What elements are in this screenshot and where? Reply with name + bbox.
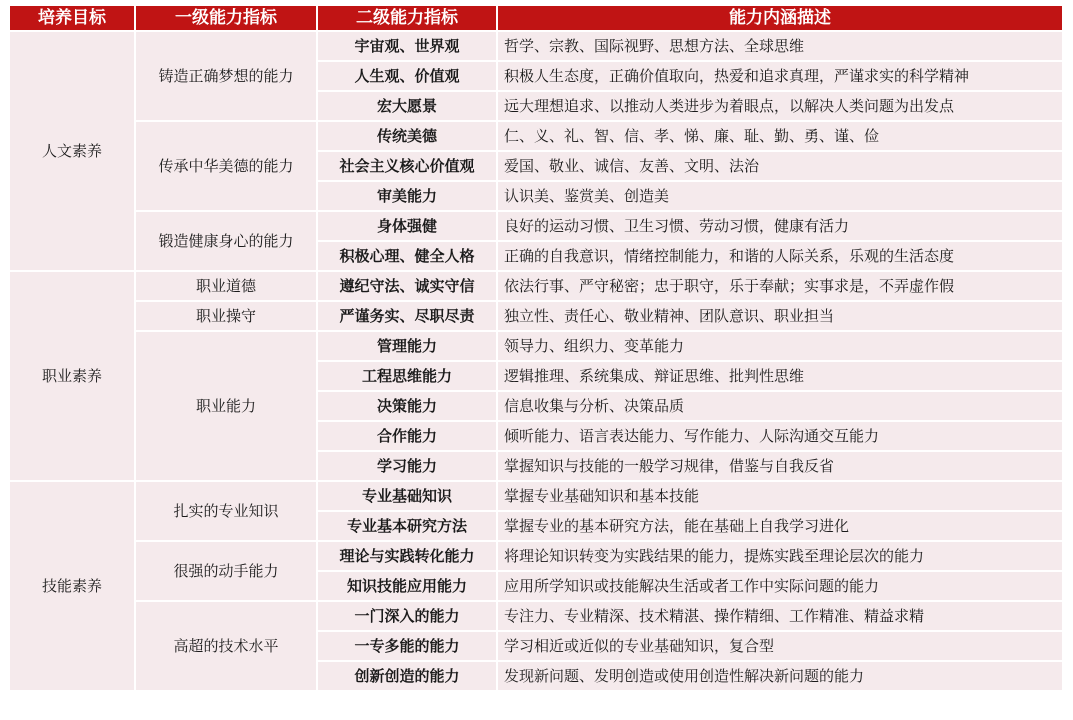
training-goal-cell: 人文素养 <box>10 32 134 270</box>
ability-description-cell: 正确的自我意识，情绪控制能力，和谐的人际关系，乐观的生活态度 <box>498 242 1062 270</box>
ability-description-cell: 独立性、责任心、敬业精神、团队意识、职业担当 <box>498 302 1062 330</box>
level2-indicator-cell: 审美能力 <box>318 182 496 210</box>
level2-indicator-cell: 知识技能应用能力 <box>318 572 496 600</box>
table-row <box>10 332 1062 360</box>
level1-indicator-cell: 铸造正确梦想的能力 <box>136 32 316 120</box>
level2-indicator-cell: 宏大愿景 <box>318 92 496 120</box>
table-header-row <box>10 6 1062 30</box>
level2-indicator-cell: 一专多能的能力 <box>318 632 496 660</box>
ability-description-cell: 掌握专业的基本研究方法，能在基础上自我学习进化 <box>498 512 1062 540</box>
ability-description-cell: 掌握专业基础知识和基本技能 <box>498 482 1062 510</box>
ability-description-cell: 爱国、敬业、诚信、友善、文明、法治 <box>498 152 1062 180</box>
ability-description-cell: 依法行事、严守秘密；忠于职守，乐于奉献；实事求是，不弄虚作假 <box>498 272 1062 300</box>
level2-indicator-cell: 学习能力 <box>318 452 496 480</box>
ability-description-cell: 掌握知识与技能的一般学习规律，借鉴与自我反省 <box>498 452 1062 480</box>
level2-indicator-cell: 传统美德 <box>318 122 496 150</box>
level1-indicator-cell: 职业道德 <box>136 272 316 300</box>
table-row <box>10 482 1062 510</box>
ability-description-cell: 专注力、专业精深、技术精湛、操作精细、工作精准、精益求精 <box>498 602 1062 630</box>
ability-description-cell: 应用所学知识或技能解决生活或者工作中实际问题的能力 <box>498 572 1062 600</box>
level2-indicator-cell: 决策能力 <box>318 392 496 420</box>
table-body <box>10 32 1062 690</box>
table-row <box>10 122 1062 150</box>
level1-indicator-cell: 很强的动手能力 <box>136 542 316 600</box>
ability-description-cell: 倾听能力、语言表达能力、写作能力、人际沟通交互能力 <box>498 422 1062 450</box>
ability-description-cell: 良好的运动习惯、卫生习惯、劳动习惯，健康有活力 <box>498 212 1062 240</box>
level2-indicator-cell: 宇宙观、世界观 <box>318 32 496 60</box>
ability-description-cell: 积极人生态度，正确价值取向，热爱和追求真理，严谨求实的科学精神 <box>498 62 1062 90</box>
level2-indicator-cell: 理论与实践转化能力 <box>318 542 496 570</box>
level1-indicator-cell: 扎实的专业知识 <box>136 482 316 540</box>
ability-description-cell: 发现新问题、发明创造或使用创造性解决新问题的能力 <box>498 662 1062 690</box>
ability-description-cell: 信息收集与分析、决策品质 <box>498 392 1062 420</box>
level1-indicator-cell: 锻造健康身心的能力 <box>136 212 316 270</box>
table-row <box>10 602 1062 630</box>
training-goal-cell: 技能素养 <box>10 482 134 690</box>
level2-indicator-cell: 社会主义核心价值观 <box>318 152 496 180</box>
header-training-goal: 培养目标 <box>10 6 134 30</box>
level1-indicator-cell: 职业能力 <box>136 332 316 480</box>
table-row <box>10 272 1062 300</box>
ability-description-cell: 远大理想追求、以推动人类进步为着眼点，以解决人类问题为出发点 <box>498 92 1062 120</box>
table-row <box>10 302 1062 330</box>
level2-indicator-cell: 创新创造的能力 <box>318 662 496 690</box>
ability-description-cell: 哲学、宗教、国际视野、思想方法、全球思维 <box>498 32 1062 60</box>
level2-indicator-cell: 专业基础知识 <box>318 482 496 510</box>
level2-indicator-cell: 人生观、价值观 <box>318 62 496 90</box>
level2-indicator-cell: 专业基本研究方法 <box>318 512 496 540</box>
ability-table <box>8 4 1064 692</box>
level2-indicator-cell: 严谨务实、尽职尽责 <box>318 302 496 330</box>
level2-indicator-cell: 合作能力 <box>318 422 496 450</box>
level2-indicator-cell: 身体强健 <box>318 212 496 240</box>
level2-indicator-cell: 工程思维能力 <box>318 362 496 390</box>
ability-description-cell: 认识美、鉴赏美、创造美 <box>498 182 1062 210</box>
ability-description-cell: 学习相近或近似的专业基础知识，复合型 <box>498 632 1062 660</box>
ability-description-cell: 逻辑推理、系统集成、辩证思维、批判性思维 <box>498 362 1062 390</box>
level2-indicator-cell: 一门深入的能力 <box>318 602 496 630</box>
level2-indicator-cell: 管理能力 <box>318 332 496 360</box>
level1-indicator-cell: 传承中华美德的能力 <box>136 122 316 210</box>
ability-description-cell: 将理论知识转变为实践结果的能力，提炼实践至理论层次的能力 <box>498 542 1062 570</box>
ability-description-cell: 领导力、组织力、变革能力 <box>498 332 1062 360</box>
header-ability-description: 能力内涵描述 <box>498 6 1062 30</box>
table-row <box>10 212 1062 240</box>
level2-indicator-cell: 遵纪守法、诚实守信 <box>318 272 496 300</box>
training-goal-cell: 职业素养 <box>10 272 134 480</box>
header-level1-indicator: 一级能力指标 <box>136 6 316 30</box>
level1-indicator-cell: 高超的技术水平 <box>136 602 316 690</box>
level1-indicator-cell: 职业操守 <box>136 302 316 330</box>
table-row <box>10 542 1062 570</box>
level2-indicator-cell: 积极心理、健全人格 <box>318 242 496 270</box>
table-row <box>10 32 1062 60</box>
ability-description-cell: 仁、义、礼、智、信、孝、悌、廉、耻、勤、勇、谨、俭 <box>498 122 1062 150</box>
header-level2-indicator: 二级能力指标 <box>318 6 496 30</box>
